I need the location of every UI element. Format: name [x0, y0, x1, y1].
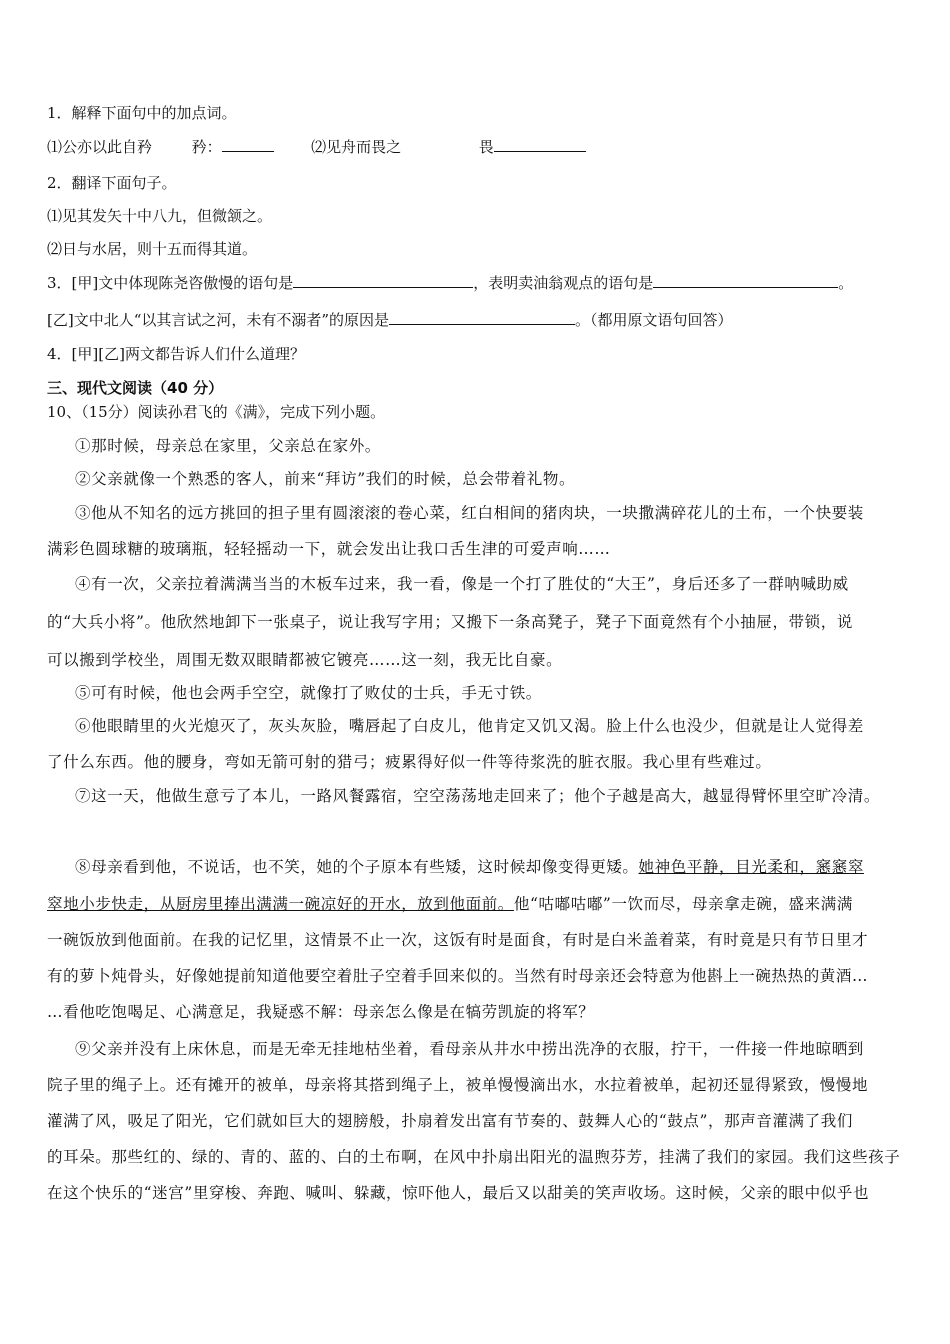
q2-item1: ⑴见其发矢十中八九，但微颔之。: [47, 207, 273, 225]
passage-p4-line3: 可以搬到学校坐，周围无数双眼睛都被它镀亮……这一刻，我无比自豪。: [47, 651, 563, 669]
passage-p8-line3: 一碗饭放到他面前。在我的记忆里，这情景不止一次，这饭有时是面食，有时是白米盖着菜，有时竟是只有节日里才: [47, 931, 869, 949]
answer-blank[interactable]: [494, 137, 586, 152]
passage-p9-line1: ⑨父亲并没有上床休息，而是无牵无挂地枯坐着，看母亲从井水中捞出洗净的衣服，拧干，一件接一件地晾晒到: [75, 1040, 864, 1058]
passage-p5: ⑤可有时候，他也会两手空空，就像打了败仗的士兵，手无寸铁。: [75, 684, 542, 702]
q3-line2: [47, 310, 733, 330]
answer-blank[interactable]: [222, 137, 274, 152]
q10-title: 10、（15分）阅读孙君飞的《满》，完成下列小题。: [47, 403, 386, 421]
passage-p4-line2: 的“大兵小将”。他欣然地卸下一张桌子，说让我写字用；又搬下一条高凳子，凳子下面竟然有个小抽屉，带锁，说: [47, 613, 853, 631]
passage-p8-line1-a: ⑧母亲看到他，不说话，也不笑，她的个子原本有些矮，这时候却像变得更矮。: [75, 858, 639, 876]
q3-line1: [47, 273, 853, 293]
passage-p8-line1: [75, 857, 864, 877]
passage-p7: ⑦这一天，他做生意亏了本儿，一路风餐露宿，空空荡荡地走回来了；他个子越是高大，越显得臂怀里空旷冷清。: [75, 787, 881, 805]
underlined-sentence: 她神色平静，目光柔和，窸窸窣: [638, 858, 864, 876]
passage-p3-line2: 满彩色圆球糖的玻璃瓶，轻轻摇动一下，就会发出让我口舌生津的可爱声响……: [47, 540, 611, 558]
answer-blank[interactable]: [653, 273, 838, 288]
q1-item1-label: 矜：: [191, 138, 222, 156]
q2-title: 2．翻译下面句子。: [47, 174, 177, 192]
passage-p9-line3: 灌满了风，吸足了阳光，它们就如巨大的翅膀般，扑扇着发出富有节奏的、鼓舞人心的“鼓点”，那声音灌满了我们: [47, 1112, 853, 1130]
passage-p8-line2-b: 他“咕嘟咕嘟”一饮而尽，母亲拿走碗，盛来满满: [513, 895, 853, 913]
q3-line2-a: [乙]文中北人“以其言试之河，未有不溺者”的原因是: [47, 311, 390, 329]
passage-p9-line4: 的耳朵。那些红的、绿的、青的、蓝的、白的土布啊，在风中扑扇出阳光的温煦芬芳，挂满了我们的家园。我们这些孩子: [47, 1148, 901, 1166]
passage-p9-line5: 在这个快乐的“迷宫”里穿梭、奔跑、喊叫、躲藏，惊吓他人，最后又以甜美的笑声收场。这时候，父亲的眼中似乎也: [47, 1184, 870, 1202]
passage-p6-line2: 了什么东西。他的腰身，弯如无箭可射的猎弓；疲累得好似一件等待浆洗的脏衣服。我心里有些难过。: [47, 753, 772, 771]
q3-part2: ，表明卖油翁观点的语句是: [473, 274, 654, 292]
q4-title: 4．[甲][乙]两文都告诉人们什么道理？: [47, 345, 305, 363]
passage-p1: ①那时候，母亲总在家里，父亲总在家外。: [75, 437, 381, 455]
q1-item2-label: 畏: [478, 138, 494, 156]
passage-p9-line2: 院子里的绳子上。还有摊开的被单，母亲将其搭到绳子上，被单慢慢滴出水，水拉着被单，起初还显得紧致，慢慢地: [47, 1076, 869, 1094]
answer-blank[interactable]: [389, 310, 575, 325]
passage-p8-line2: [47, 894, 853, 914]
passage-p8-line5: …看他吃饱喝足、心满意足，我疑惑不解：母亲怎么像是在犒劳凯旋的将军？: [47, 1003, 595, 1021]
passage-p8-line4: 有的萝卜炖骨头，好像她提前知道他要空着肚子空着手回来似的。当然有时母亲还会特意为他斟上一碗热热的黄酒…: [47, 967, 869, 985]
q3-part1: 3．[甲]文中体现陈尧咨傲慢的语句是: [47, 274, 294, 292]
q3-part3: 。: [838, 274, 854, 292]
passage-p6-line1: ⑥他眼睛里的火光熄灭了，灰头灰脸，嘴唇起了白皮儿，他肯定又饥又渴。脸上什么也没少，但就是让人觉得差: [75, 717, 864, 735]
q1-title: 1．解释下面句中的加点词。: [47, 104, 237, 122]
passage-p2: ②父亲就像一个熟悉的客人，前来“拜访”我们的时候，总会带着礼物。: [75, 470, 576, 488]
q2-item2: ⑵日与水居，则十五而得其道。: [47, 240, 258, 258]
passage-p3-line1: ③他从不知名的远方挑回的担子里有圆滚滚的卷心菜，红白相间的猪肉块，一块撒满碎花儿的土布，一个快要装: [75, 504, 864, 522]
passage-p4-line1: ④有一次，父亲拉着满满当当的木板车过来，我一看，像是一个打了胜仗的“大王”，身后还多了一群呐喊助威: [75, 575, 849, 593]
section-heading: 三、现代文阅读（40 分）: [47, 379, 224, 397]
q1-item1: ⑴公亦以此自矜: [47, 138, 153, 156]
underlined-sentence: 窣地小步快走，从厨房里捧出满满一碗凉好的开水，放到他面前。: [47, 895, 514, 913]
q1-items: [47, 137, 586, 157]
answer-blank[interactable]: [293, 273, 473, 288]
q3-line2-b: 。（都用原文语句回答）: [575, 311, 733, 329]
q1-item2: ⑵见舟而畏之: [311, 138, 402, 156]
